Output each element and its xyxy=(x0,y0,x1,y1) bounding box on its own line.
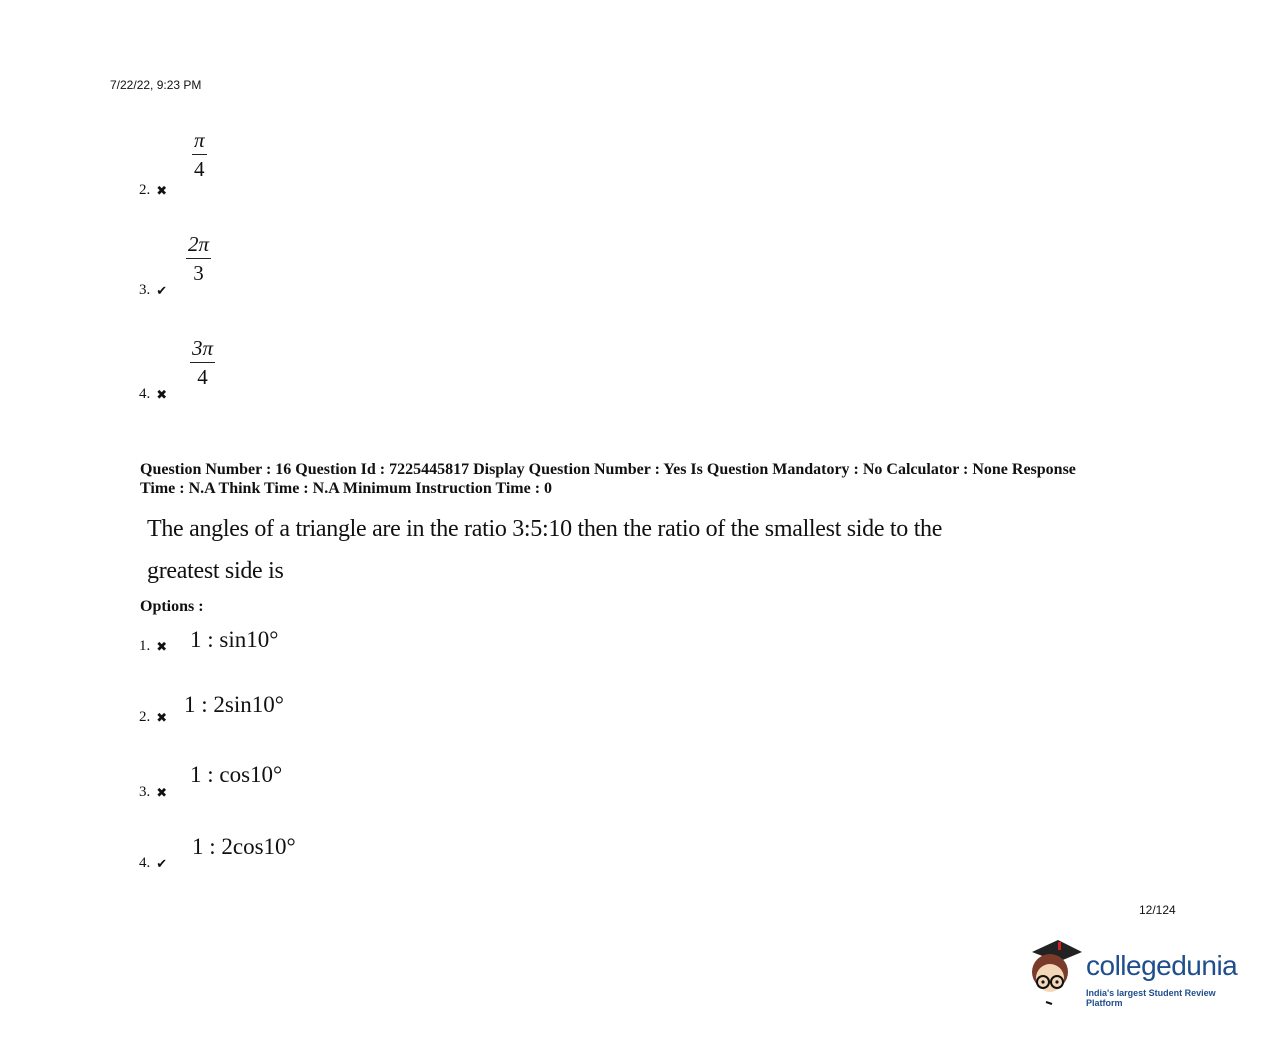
cross-icon: ✖ xyxy=(156,785,168,800)
option-number: 3. xyxy=(139,784,151,800)
option-row-2 xyxy=(139,709,167,726)
option-row-prev-4 xyxy=(139,386,167,403)
cross-icon: ✖ xyxy=(156,639,168,654)
option-number: 2. xyxy=(139,182,151,198)
logo-wordmark: collegedunia xyxy=(1086,950,1238,981)
cross-icon: ✖ xyxy=(156,387,168,402)
check-icon: ✔ xyxy=(156,856,168,871)
option-number: 3. xyxy=(139,282,151,298)
cross-icon: ✖ xyxy=(156,710,168,725)
option-answer-3: 1 : cos10° xyxy=(190,762,283,787)
option-row-3 xyxy=(139,784,167,801)
print-timestamp: 7/22/22, 9:23 PM xyxy=(110,78,202,92)
logo-tagline: India's largest Student Review Platform xyxy=(1086,988,1216,1008)
fraction-denominator: 3 xyxy=(193,261,204,285)
option-number: 1. xyxy=(139,638,151,654)
option-row-1 xyxy=(139,638,167,655)
options-label: Options : xyxy=(140,598,204,615)
fraction-denominator: 4 xyxy=(194,157,205,181)
cross-icon: ✖ xyxy=(156,183,168,198)
option-row-prev-3 xyxy=(139,282,167,299)
fraction-denominator: 4 xyxy=(197,365,208,389)
option-answer-2: 1 : 2sin10° xyxy=(184,692,284,717)
option-row-prev-2 xyxy=(139,182,167,199)
check-icon: ✔ xyxy=(156,283,168,298)
fraction-numerator: 3π xyxy=(192,336,214,360)
fraction-option-3 xyxy=(186,230,211,287)
question-text-line-1: The angles of a triangle are in the ratio 3:5:10 then the ratio of the smallest side to the xyxy=(147,516,943,542)
option-answer-1: 1 : sin10° xyxy=(190,627,279,652)
fraction-numerator: π xyxy=(194,128,205,152)
question-text-line-2: greatest side is xyxy=(147,558,284,584)
fraction-option-4 xyxy=(190,334,215,391)
page-number: 12/124 xyxy=(1139,903,1176,917)
question-meta-line-2: Time : N.A Think Time : N.A Minimum Instruction Time : 0 xyxy=(140,480,553,497)
option-number: 2. xyxy=(139,709,151,725)
question-metadata xyxy=(140,460,1160,498)
fraction-numerator: 2π xyxy=(188,232,210,256)
option-number: 4. xyxy=(139,386,151,402)
mascot-icon xyxy=(1024,938,1084,1008)
option-answer-4: 1 : 2cos10° xyxy=(192,834,296,859)
option-number: 4. xyxy=(139,855,151,871)
option-row-4 xyxy=(139,855,167,872)
question-meta-line-1: Question Number : 16 Question Id : 7225445817 Display Question Number : Yes Is Question Mandatory : No Calculator : None Response xyxy=(140,461,1076,478)
collegedunia-logo xyxy=(1024,938,1254,1008)
fraction-option-2 xyxy=(192,126,207,183)
